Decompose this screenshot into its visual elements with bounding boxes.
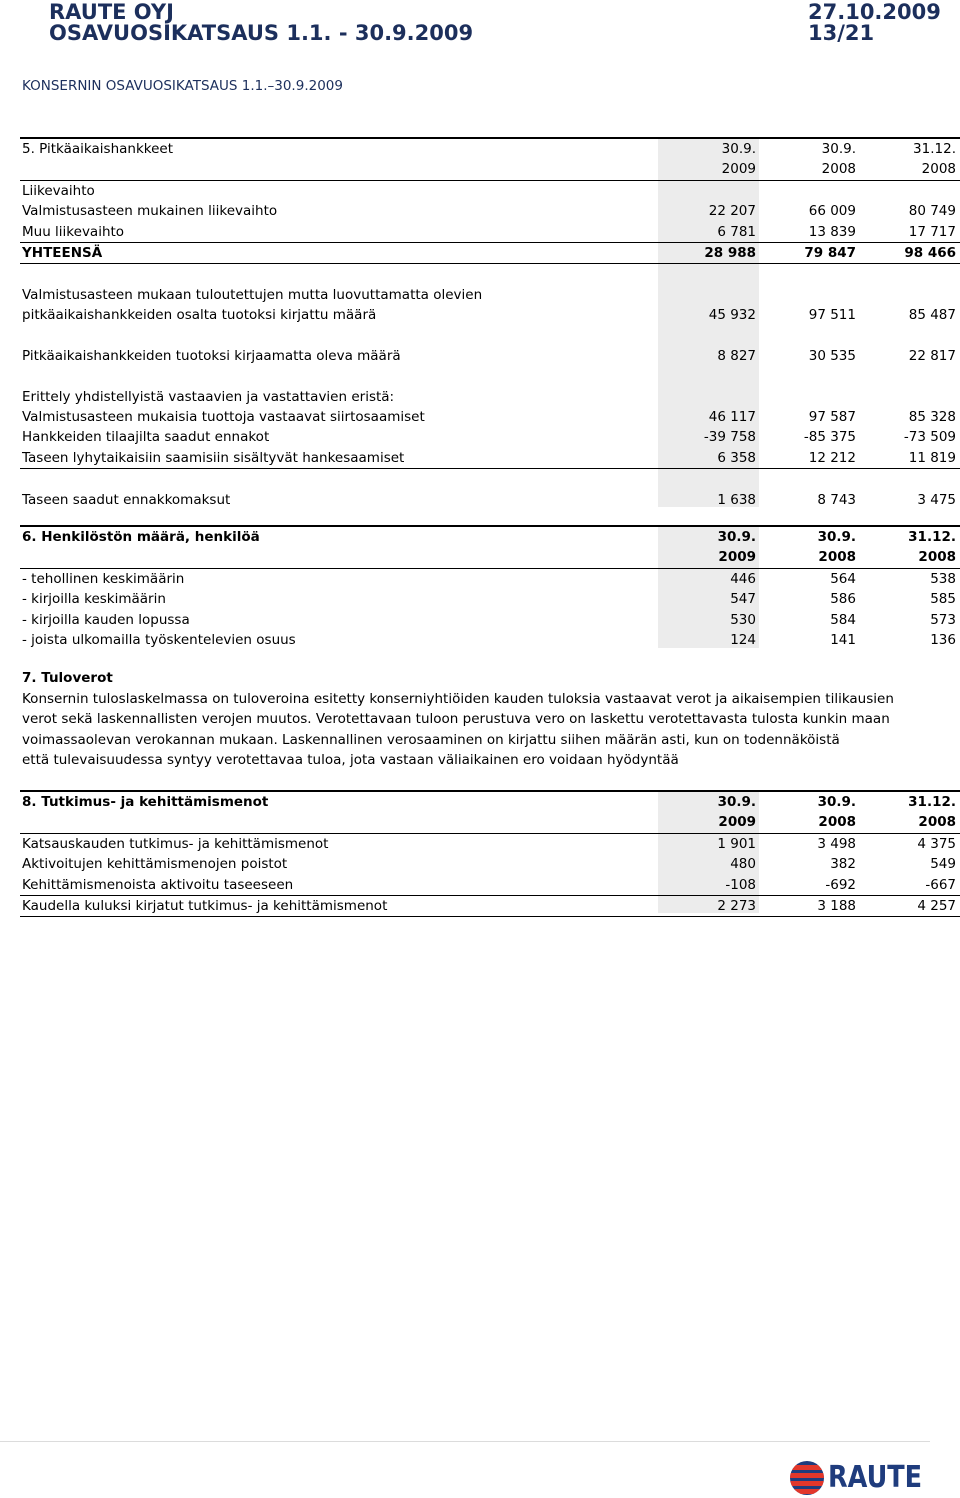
row-label: Aktivoitujen kehittämismenojen poistot: [22, 856, 288, 873]
col-header: 2008: [818, 549, 856, 566]
table-row: [20, 854, 960, 874]
table-header-row: [20, 547, 960, 567]
cell-value: 547: [730, 591, 756, 608]
row-label: Muu liikevaihto: [22, 223, 125, 240]
section-5-table: [20, 137, 960, 510]
row-label: Liikevaihto: [22, 182, 95, 199]
cell-value: 6 781: [717, 223, 756, 240]
table-header-row: [20, 790, 960, 812]
row-label: Taseen saadut ennakkomaksut: [22, 491, 231, 508]
section-title: 6. Henkilöstön määrä, henkilöä: [22, 529, 260, 545]
cell-value: 17 717: [908, 223, 956, 240]
section-title: 7. Tuloverot: [22, 670, 113, 686]
cell-value: 22 207: [708, 203, 756, 220]
cell-value: 2 273: [717, 897, 756, 914]
section-7-text: [22, 668, 942, 771]
cell-value: 6 358: [717, 449, 756, 466]
cell-value: 3 188: [817, 897, 856, 914]
logo-wordmark: RAUTE: [828, 1460, 923, 1495]
cell-value: 573: [930, 611, 956, 628]
paragraph-line: verot sekä laskennallisten verojen muutos. Verotettavaan tuloon perustuva vero on laskettu verotettavasta tulosta kunkin maan: [22, 711, 890, 728]
report-title: OSAVUOSIKATSAUS 1.1. - 30.9.2009: [49, 21, 474, 45]
cell-value: 97 587: [808, 409, 856, 426]
cell-value: 79 847: [804, 244, 856, 261]
cell-value: 480: [730, 856, 756, 873]
table-spacer: [20, 264, 960, 284]
col-header: 31.12.: [908, 794, 956, 810]
cell-value: 530: [730, 611, 756, 628]
cell-value: -85 375: [803, 429, 856, 446]
cell-value: 3 475: [917, 491, 956, 508]
table-row: [20, 610, 960, 630]
table-row: [20, 875, 960, 896]
table-spacer: [20, 326, 960, 346]
cell-value: -108: [725, 876, 756, 893]
row-label: - joista ulkomailla työskentelevien osuus: [22, 631, 296, 648]
cell-value: 382: [830, 856, 856, 873]
row-label: pitkäaikaishankkeiden osalta tuotoksi kirjattu määrä: [22, 307, 377, 324]
table-row: [20, 490, 960, 510]
col-header: 2009: [718, 549, 756, 566]
table-spacer: [20, 366, 960, 386]
cell-value: 141: [830, 631, 856, 648]
cell-value: 124: [730, 631, 756, 648]
row-label: Taseen lyhytaikaisiin saamisiin sisältyvät hankesaamiset: [22, 449, 405, 466]
cell-value: 585: [930, 591, 956, 608]
col-header: 2008: [821, 161, 856, 178]
row-label: Valmistusasteen mukaisia tuottoja vastaavat siirtosaamiset: [22, 409, 425, 426]
cell-value: 11 819: [908, 449, 956, 466]
row-label: Erittely yhdistellyistä vastaavien ja vastattavien eristä:: [22, 388, 395, 405]
col-header: 2009: [718, 814, 756, 831]
row-label: - kirjoilla kauden lopussa: [22, 611, 190, 628]
page-number: 13/21: [808, 21, 875, 45]
table-row: [20, 568, 960, 589]
row-label: YHTEENSÄ: [22, 244, 103, 261]
document-subtitle: KONSERNIN OSAVUOSIKATSAUS 1.1.–30.9.2009: [22, 78, 343, 94]
row-label: Kehittämismenoista aktivoitu taseeseen: [22, 876, 294, 893]
cell-value: 28 988: [704, 244, 756, 261]
cell-value: 98 466: [904, 244, 956, 261]
table-row: [20, 896, 960, 917]
raute-logo: [790, 1461, 930, 1495]
col-header: 30.9.: [717, 794, 756, 810]
cell-value: 136: [930, 631, 956, 648]
col-header: 30.9.: [821, 141, 856, 157]
cell-value: 1 638: [717, 491, 756, 508]
table-row: [20, 630, 960, 650]
cell-value: 13 839: [808, 223, 856, 240]
table-row: [20, 427, 960, 447]
table-header-row: [20, 812, 960, 832]
col-header: 2008: [918, 549, 956, 566]
table-row: [20, 180, 960, 201]
table-row: [20, 346, 960, 366]
paragraph-line: Konsernin tuloslaskelmassa on tuloveroina esitetty konserniyhtiöiden kauden tuloksia vastaavat verot ja aikaisempien tilikausien: [22, 690, 894, 707]
company-name: RAUTE OYJ: [49, 0, 174, 24]
raute-globe-icon: [790, 1461, 824, 1495]
cell-value: 538: [930, 570, 956, 587]
col-header: 2008: [921, 161, 956, 178]
col-header: 30.9.: [817, 529, 856, 545]
cell-value: 586: [830, 591, 856, 608]
row-label: Valmistusasteen mukainen liikevaihto: [22, 203, 278, 220]
row-label: - tehollinen keskimäärin: [22, 570, 185, 587]
table-row-total: [20, 243, 960, 264]
table-header-row: [20, 137, 960, 159]
row-label: Valmistusasteen mukaan tuloutettujen mutta luovuttamatta olevien: [22, 286, 483, 303]
table-row: [20, 222, 960, 243]
paragraph-line: että tulevaisuudessa syntyy verotettavaa tuloa, jota vastaan väliaikainen ero voidaan hyödyntää: [22, 752, 679, 769]
cell-value: 1 901: [717, 835, 756, 852]
report-date: 27.10.2009: [808, 0, 941, 24]
cell-value: 8 827: [717, 347, 756, 364]
row-label: Pitkäaikaishankkeiden tuotoksi kirjaamatta oleva määrä: [22, 347, 401, 364]
cell-value: 12 212: [808, 449, 856, 466]
cell-value: -667: [925, 876, 956, 893]
col-header: 30.9.: [817, 794, 856, 810]
cell-value: -73 509: [903, 429, 956, 446]
cell-value: 97 511: [808, 307, 856, 324]
col-header: 2008: [818, 814, 856, 831]
table-row: [20, 285, 960, 305]
cell-value: 4 375: [917, 835, 956, 852]
cell-value: 85 328: [908, 409, 956, 426]
table-row: [20, 305, 960, 325]
cell-value: 85 487: [908, 307, 956, 324]
cell-value: 22 817: [908, 347, 956, 364]
section-title: 5. Pitkäaikaishankkeet: [22, 141, 174, 157]
table-row: [20, 387, 960, 407]
cell-value: 564: [830, 570, 856, 587]
cell-value: 549: [930, 856, 956, 873]
cell-value: 30 535: [808, 347, 856, 364]
table-row: [20, 407, 960, 427]
row-label: Hankkeiden tilaajilta saadut ennakot: [22, 429, 270, 446]
cell-value: 66 009: [808, 203, 856, 220]
cell-value: 46 117: [708, 409, 756, 426]
section-title: 8. Tutkimus- ja kehittämismenot: [22, 794, 269, 810]
col-header: 30.9.: [721, 141, 756, 157]
col-header: 2008: [918, 814, 956, 831]
col-header: 30.9.: [717, 529, 756, 545]
cell-value: 4 257: [917, 897, 956, 914]
cell-value: 45 932: [708, 307, 756, 324]
col-header: 31.12.: [913, 141, 956, 157]
section-6-table: [20, 525, 960, 650]
table-row: [20, 201, 960, 221]
col-header: 2009: [721, 161, 756, 178]
cell-value: 80 749: [908, 203, 956, 220]
table-spacer: [20, 469, 960, 489]
table-row: [20, 448, 960, 469]
cell-value: 3 498: [817, 835, 856, 852]
cell-value: -692: [825, 876, 856, 893]
cell-value: 446: [730, 570, 756, 587]
table-row: [20, 589, 960, 609]
row-label: Kaudella kuluksi kirjatut tutkimus- ja kehittämismenot: [22, 897, 388, 914]
cell-value: 584: [830, 611, 856, 628]
col-header: 31.12.: [908, 529, 956, 545]
table-header-row: [20, 525, 960, 547]
footer-divider: [0, 1441, 930, 1442]
section-8-table: [20, 790, 960, 917]
cell-value: 8 743: [817, 491, 856, 508]
cell-value: -39 758: [703, 429, 756, 446]
table-row: [20, 833, 960, 854]
table-header-row: [20, 159, 960, 179]
paragraph-line: voimassaolevan verokannan mukaan. Laskennallinen verosaaminen on kirjattu siihen määrän asti, kun on todennäköistä: [22, 731, 840, 748]
row-label: - kirjoilla keskimäärin: [22, 591, 166, 608]
row-label: Katsauskauden tutkimus- ja kehittämismenot: [22, 835, 329, 852]
